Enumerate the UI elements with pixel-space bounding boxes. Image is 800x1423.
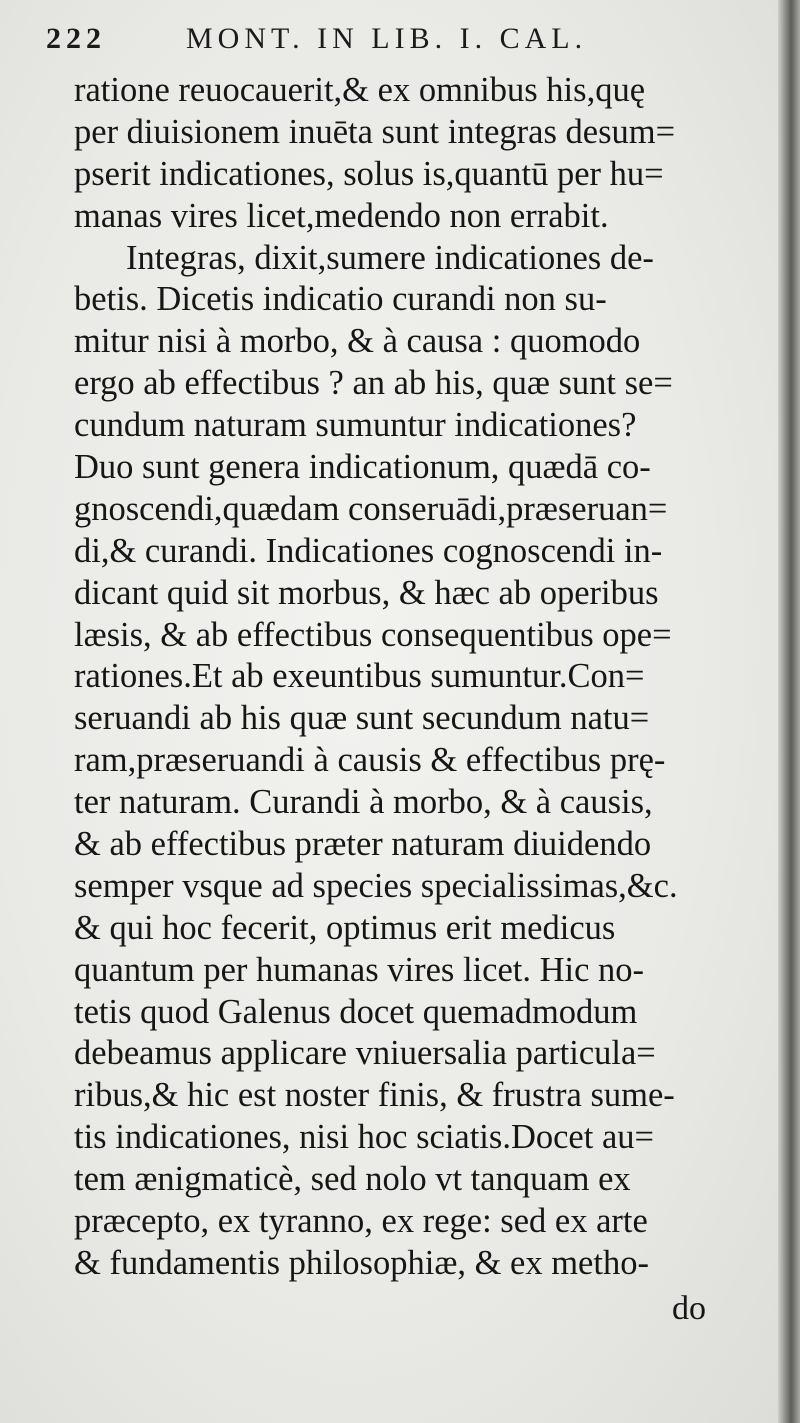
text-line: mitur nisi à morbo, & à causa : quomodo xyxy=(74,322,641,361)
text-line: seruandi ab his quæ sunt secundum natu= xyxy=(74,699,650,738)
text-line: semper vsque ad species specialissimas,&c. xyxy=(74,866,678,905)
text-line: ram,præseruandi à causis & effectibus prę- xyxy=(74,741,666,780)
text-line: præcepto, ex tyranno, ex rege: sed ex arte xyxy=(74,1202,648,1241)
text-line: betis. Dicetis indicatio curandi non su- xyxy=(74,280,607,319)
text-line: per diuisionem inuēta sunt integras desum= xyxy=(74,112,676,151)
text-line: læsis, & ab effectibus consequentibus ope= xyxy=(74,615,672,654)
text-line: tis indicationes, nisi hoc sciatis.Docet au= xyxy=(74,1118,654,1157)
page-gutter-shadow xyxy=(778,0,800,1423)
text-line: manas vires licet,medendo non errabit. xyxy=(74,196,609,235)
text-line: Duo sunt genera indicationum, quædā co- xyxy=(74,448,651,487)
text-line: tetis quod Galenus docet quemadmodum xyxy=(74,992,638,1031)
text-line: Integras, dixit,sumere indicationes de- xyxy=(126,238,654,277)
page-header xyxy=(46,22,746,62)
text-line: rationes.Et ab exeuntibus sumuntur.Con= xyxy=(74,657,645,696)
text-line: ratione reuocauerit,& ex omnibus his,quę xyxy=(74,71,646,109)
text-line: cundum naturam sumuntur indicationes? xyxy=(74,406,637,445)
running-title: MONT. IN LIB. I. CAL. xyxy=(186,22,588,55)
text-line: di,& curandi. Indicationes cognoscendi in- xyxy=(74,531,663,570)
text-line: debeamus applicare vniuersalia particula= xyxy=(74,1034,656,1073)
text-line: dicant quid sit morbus, & hæc ab operibus xyxy=(74,573,659,612)
body-text xyxy=(74,70,744,1285)
text-line: & qui hoc fecerit, optimus erit medicus xyxy=(74,908,616,947)
text-line: & fundamentis philosophiæ, & ex metho- xyxy=(74,1243,649,1282)
text-line: quantum per humanas vires licet. Hic no- xyxy=(74,950,645,989)
text-line: gnoscendi,quædam conseruādi,præseruan= xyxy=(74,489,668,528)
catchword: do xyxy=(672,1290,706,1327)
text-line: ribus,& hic est noster finis, & frustra sume- xyxy=(74,1076,675,1115)
text-line: pserit indicationes, solus is,quantū per hu= xyxy=(74,154,664,193)
text-line: & ab effectibus præter naturam diuidendo xyxy=(74,825,652,864)
page-number: 222 xyxy=(46,22,106,55)
text-line: ergo ab effectibus ? an ab his, quæ sunt se= xyxy=(74,364,673,403)
text-line: ter naturam. Curandi à morbo, & à causis, xyxy=(74,783,653,822)
text-line: tem ænigmaticè, sed nolo vt tanquam ex xyxy=(74,1160,631,1199)
